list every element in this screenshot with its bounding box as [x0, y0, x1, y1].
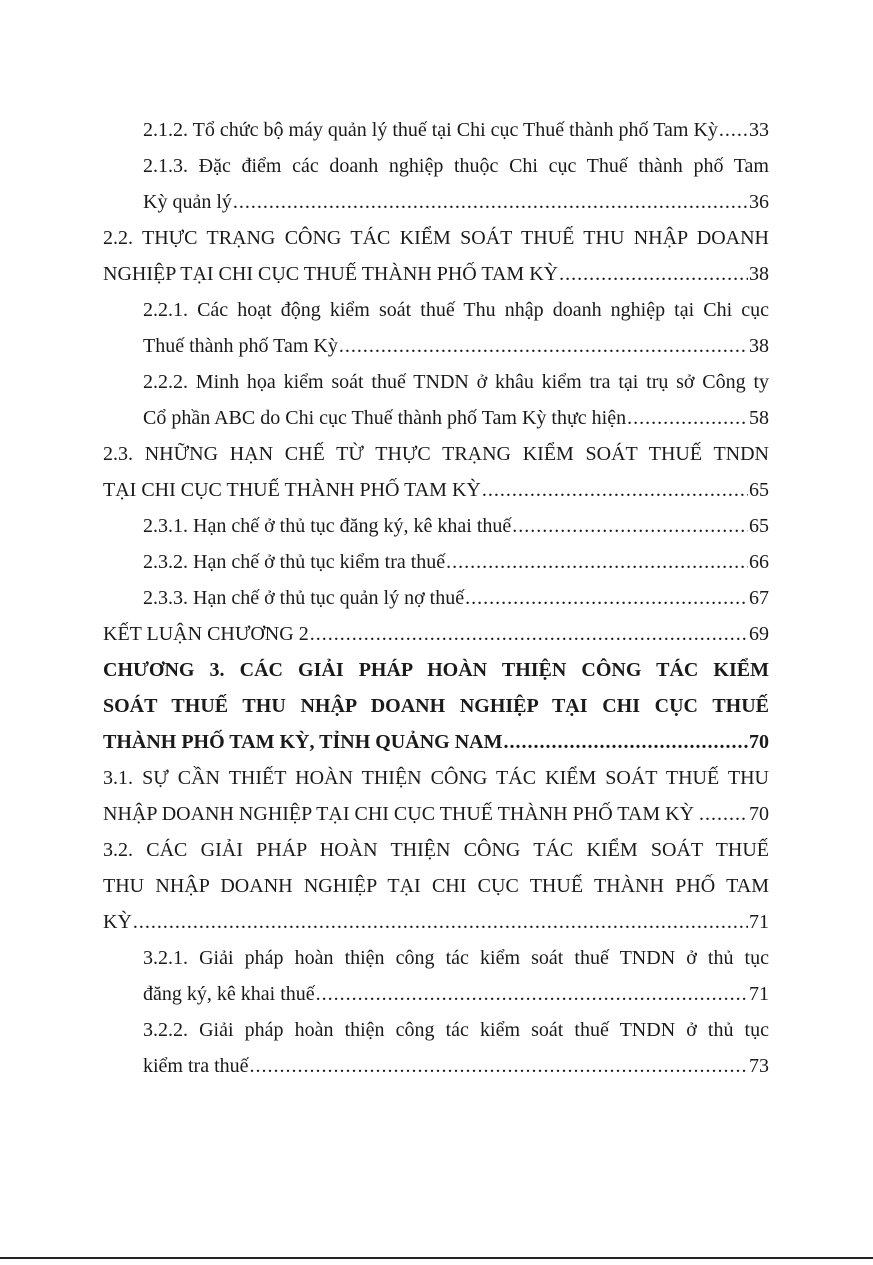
dot-leader — [233, 184, 748, 220]
toc-entry-line: 3.2.2. Giải pháp hoàn thiện công tác kiểm soát thuế TNDN ở thủ tục — [143, 1019, 769, 1041]
toc-entry-last-line — [103, 616, 769, 652]
toc-entry[interactable] — [103, 148, 769, 220]
toc-entry-line: 2.2.2. Minh họa kiểm soát thuế TNDN ở khâu kiểm tra tại trụ sở Công ty — [143, 371, 769, 393]
toc-page-number: 70 — [749, 803, 769, 825]
toc-page-number: 65 — [749, 515, 769, 537]
toc-entry[interactable] — [103, 832, 769, 940]
toc-entry-line: 3.2. CÁC GIẢI PHÁP HOÀN THIỆN CÔNG TÁC KIỂM SOÁT THUẾ — [103, 839, 769, 861]
toc-entry-last-line — [103, 256, 769, 292]
dot-leader — [512, 508, 748, 544]
toc-entry-title: kiểm tra thuế — [143, 1055, 249, 1077]
toc-entry-title: NGHIỆP TẠI CHI CỤC THUẾ THÀNH PHỐ TAM KỲ — [103, 263, 559, 285]
toc-entry-last-line — [103, 796, 769, 832]
toc-page-number: 71 — [749, 911, 769, 933]
toc-entry-last-line — [143, 1048, 769, 1084]
table-of-contents — [103, 112, 769, 1084]
toc-page-number: 66 — [749, 551, 769, 573]
toc-entry-last-line — [143, 184, 769, 220]
toc-entry-line: 3.2.1. Giải pháp hoàn thiện công tác kiểm soát thuế TNDN ở thủ tục — [143, 947, 769, 969]
toc-page-number: 67 — [749, 587, 769, 609]
toc-entry-title: 2.3.1. Hạn chế ở thủ tục đăng ký, kê khai thuế — [143, 515, 512, 537]
toc-entry-last-line — [143, 112, 769, 148]
toc-entry-title: TẠI CHI CỤC THUẾ THÀNH PHỐ TAM KỲ — [103, 479, 481, 501]
toc-entry-title: 2.3.3. Hạn chế ở thủ tục quản lý nợ thuế — [143, 587, 465, 609]
dot-leader — [627, 400, 748, 436]
toc-entry-line: CHƯƠNG 3. CÁC GIẢI PHÁP HOÀN THIỆN CÔNG TÁC KIỂM — [103, 659, 769, 681]
dot-leader — [446, 544, 748, 580]
dot-leader — [310, 616, 748, 652]
toc-entry-line: 3.1. SỰ CẦN THIẾT HOÀN THIỆN CÔNG TÁC KIỂM SOÁT THUẾ THU — [103, 767, 769, 789]
dot-leader — [339, 328, 748, 364]
toc-entry[interactable] — [103, 580, 769, 616]
toc-entry-title: KẾT LUẬN CHƯƠNG 2 — [103, 623, 309, 645]
toc-entry-last-line — [143, 508, 769, 544]
toc-page-number: 65 — [749, 479, 769, 501]
toc-entry[interactable] — [103, 508, 769, 544]
toc-entry-last-line — [143, 544, 769, 580]
toc-entry-title: đăng ký, kê khai thuế — [143, 983, 315, 1005]
toc-entry[interactable] — [103, 1012, 769, 1084]
toc-entry-title: NHẬP DOANH NGHIỆP TẠI CHI CỤC THUẾ THÀNH PHỐ TAM KỲ . — [103, 803, 705, 825]
toc-entry[interactable] — [103, 112, 769, 148]
toc-entry-last-line — [143, 580, 769, 616]
dot-leader — [559, 256, 748, 292]
toc-page-number: 71 — [749, 983, 769, 1005]
toc-entry-last-line — [103, 724, 769, 760]
toc-page-number: 38 — [749, 335, 769, 357]
toc-entry-title: Thuế thành phố Tam Kỳ — [143, 335, 338, 357]
toc-entry-line: 2.1.3. Đặc điểm các doanh nghiệp thuộc Chi cục Thuế thành phố Tam — [143, 155, 769, 177]
toc-entry-last-line — [103, 472, 769, 508]
dot-leader — [316, 976, 748, 1012]
toc-entry[interactable] — [103, 436, 769, 508]
toc-page-number: 69 — [749, 623, 769, 645]
toc-entry-title: 2.3.2. Hạn chế ở thủ tục kiểm tra thuế — [143, 551, 446, 573]
dot-leader — [503, 724, 748, 760]
toc-entry-line: THU NHẬP DOANH NGHIỆP TẠI CHI CỤC THUẾ THÀNH PHỐ TAM — [103, 875, 769, 897]
toc-entry[interactable] — [103, 364, 769, 436]
toc-entry[interactable] — [103, 652, 769, 760]
bottom-rule — [0, 1257, 873, 1259]
toc-entry[interactable] — [103, 940, 769, 1012]
toc-page-number: 38 — [749, 263, 769, 285]
toc-entry[interactable] — [103, 760, 769, 832]
toc-entry-title: THÀNH PHỐ TAM KỲ, TỈNH QUẢNG NAM — [103, 731, 503, 753]
toc-entry-last-line — [143, 976, 769, 1012]
toc-entry-last-line — [143, 400, 769, 436]
toc-entry[interactable] — [103, 544, 769, 580]
toc-page-number: 73 — [749, 1055, 769, 1077]
toc-page-number: 36 — [749, 191, 769, 213]
toc-entry-title: KỲ — [103, 911, 132, 933]
dot-leader — [465, 580, 748, 616]
dot-leader — [719, 112, 748, 148]
toc-entry-line: 2.2. THỰC TRẠNG CÔNG TÁC KIỂM SOÁT THUẾ THU NHẬP DOANH — [103, 227, 769, 249]
toc-entry-title: Cổ phần ABC do Chi cục Thuế thành phố Tam Kỳ thực hiện — [143, 407, 627, 429]
toc-page-number: 70 — [749, 731, 769, 753]
toc-entry-title: 2.1.2. Tổ chức bộ máy quản lý thuế tại Chi cục Thuế thành phố Tam Kỳ — [143, 119, 718, 141]
dot-leader — [482, 472, 748, 508]
toc-entry-last-line — [103, 904, 769, 940]
dot-leader — [133, 904, 748, 940]
dot-leader — [250, 1048, 748, 1084]
toc-entry[interactable] — [103, 220, 769, 292]
toc-entry[interactable] — [103, 616, 769, 652]
toc-entry-line: SOÁT THUẾ THU NHẬP DOANH NGHIỆP TẠI CHI CỤC THUẾ — [103, 695, 769, 717]
toc-entry-line: 2.2.1. Các hoạt động kiểm soát thuế Thu nhập doanh nghiệp tại Chi cục — [143, 299, 769, 321]
toc-page-number: 33 — [749, 119, 769, 141]
dot-leader — [705, 796, 748, 832]
toc-page-number: 58 — [749, 407, 769, 429]
toc-entry[interactable] — [103, 292, 769, 364]
toc-entry-last-line — [143, 328, 769, 364]
toc-entry-line: 2.3. NHỮNG HẠN CHẾ TỪ THỰC TRẠNG KIỂM SOÁT THUẾ TNDN — [103, 443, 769, 465]
toc-entry-title: Kỳ quản lý — [143, 191, 232, 213]
